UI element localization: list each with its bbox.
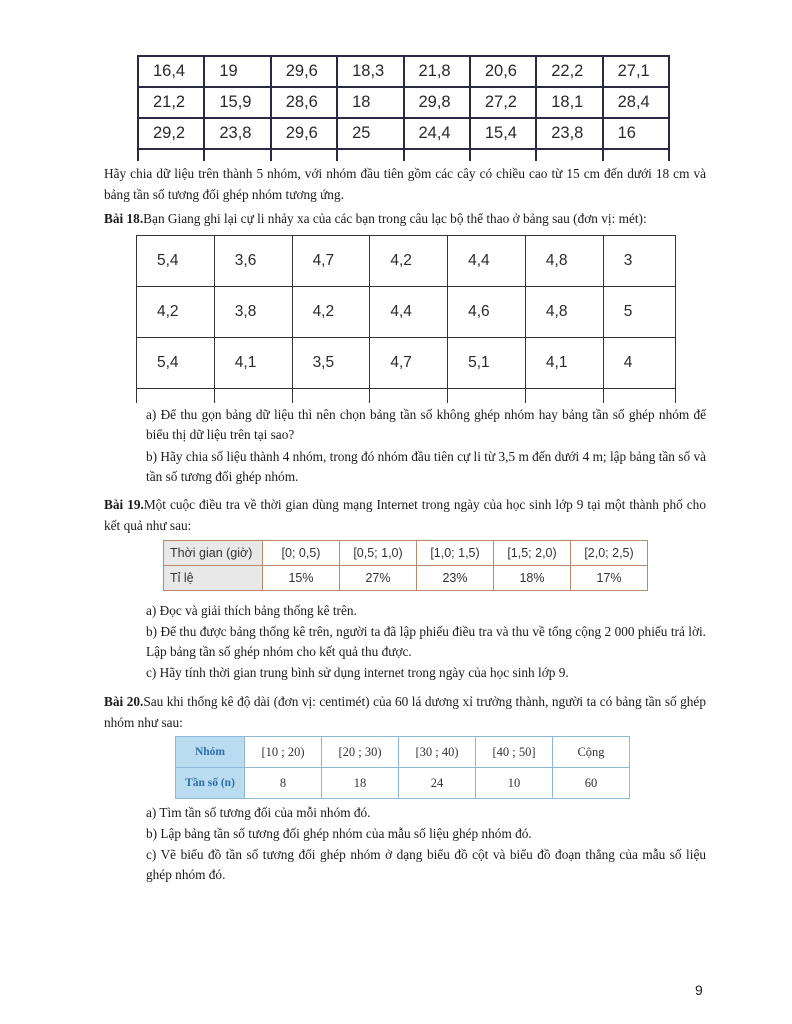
table-row <box>137 338 676 389</box>
bai19-question-b: b) Để thu được bảng thống kê trên, người ta đã lập phiếu điều tra và thu về tổng cộng 2 000 phiếu trả lời. Lập bảng tần số ghép nhóm cho kết quả thu được. <box>146 624 706 659</box>
table-cell <box>536 149 602 161</box>
table-cell: 18 <box>337 87 403 118</box>
header-cell: Cộng <box>553 737 630 768</box>
table-cell: 20,6 <box>470 56 536 87</box>
row-label-cell: Tần số (n) <box>176 768 245 799</box>
bai19-question-a: a) Đọc và giải thích bảng thống kê trên. <box>146 603 357 618</box>
table-cell: 3,8 <box>214 287 292 338</box>
header-cell-label: Thời gian (giờ) <box>164 541 263 566</box>
table-cell: 24,4 <box>404 118 470 149</box>
table-cell: 60 <box>553 768 630 799</box>
table-row-cut <box>137 389 676 404</box>
bai19-question-c: c) Hãy tính thời gian trung bình sử dụng internet trong ngày của học sinh lớp 9. <box>146 665 569 680</box>
table-cell: 24 <box>399 768 476 799</box>
table-cell: 28,4 <box>603 87 669 118</box>
table-cell: 29,6 <box>271 118 337 149</box>
table-cell: 5,4 <box>137 236 215 287</box>
table-cell: 29,6 <box>271 56 337 87</box>
long-jump-table <box>136 235 676 403</box>
table-cell: 4,4 <box>448 236 526 287</box>
bai20-text: Sau khi thống kê độ dài (đơn vị: centimét) của 60 lá dương xỉ trưởng thành, người ta có bảng tần số ghép nhóm như sau: <box>104 694 706 730</box>
table-row <box>138 118 669 149</box>
bai19-prompt <box>104 494 706 536</box>
table-cell <box>470 149 536 161</box>
table-cell: 25 <box>337 118 403 149</box>
table-cell <box>370 389 448 404</box>
bai20-question-a: a) Tìm tần số tương đối của mỗi nhóm đó. <box>146 805 371 820</box>
bai18-question-a: a) Để thu gọn bảng dữ liệu thì nên chọn bảng tần số không ghép nhóm hay bảng tần số ghép nhóm để biểu thị dữ liệu trên tại sao? <box>146 407 706 442</box>
table-cell: 27,1 <box>603 56 669 87</box>
table-row <box>138 56 669 87</box>
table-cell: 4,8 <box>525 236 603 287</box>
table-row <box>138 87 669 118</box>
table-cell: 4,8 <box>525 287 603 338</box>
table-cell <box>292 389 370 404</box>
table-cell <box>214 389 292 404</box>
table-cell: 18,1 <box>536 87 602 118</box>
bai19-text: Một cuộc điều tra về thời gian dùng mạng Internet trong ngày của học sinh lớp 9 tại một thành phố cho kết quả như sau: <box>104 497 706 533</box>
table-cell: 3,5 <box>292 338 370 389</box>
table-cell: 5,1 <box>448 338 526 389</box>
table-cell: 29,2 <box>138 118 204 149</box>
bai20-label: Bài 20. <box>104 694 144 709</box>
table-cell: 15,9 <box>204 87 270 118</box>
bai18-label: Bài 18. <box>104 211 144 226</box>
table-cell: 22,2 <box>536 56 602 87</box>
header-cell: [0; 0,5) <box>263 541 340 566</box>
table-cell: 4,4 <box>370 287 448 338</box>
table-cell: 27% <box>340 566 417 591</box>
table-cell: 16 <box>603 118 669 149</box>
table-cell <box>603 149 669 161</box>
bai20-question-c: c) Vẽ biểu đồ tần số tương đối ghép nhóm ở dạng biểu đồ cột và biểu đồ đoạn thẳng của mẫu số liệu ghép nhóm đó. <box>146 847 706 882</box>
table-cell <box>337 149 403 161</box>
bai20-prompt <box>104 691 706 733</box>
table-cell <box>137 389 215 404</box>
table-cell: 18,3 <box>337 56 403 87</box>
table-cell: 29,8 <box>404 87 470 118</box>
table-cell: 4,7 <box>292 236 370 287</box>
table-cell <box>525 389 603 404</box>
table-row <box>137 236 676 287</box>
table-cell: 27,2 <box>470 87 536 118</box>
table-cell <box>448 389 526 404</box>
row-label-cell: Tỉ lệ <box>164 566 263 591</box>
table-cell: 5 <box>603 287 675 338</box>
table-cell: 17% <box>571 566 648 591</box>
table-cell <box>404 149 470 161</box>
table-cell: 28,6 <box>271 87 337 118</box>
table-cell <box>271 149 337 161</box>
header-cell: [2,0; 2,5) <box>571 541 648 566</box>
table-cell <box>603 389 675 404</box>
page-number: 9 <box>695 982 703 998</box>
table-cell: 21,8 <box>404 56 470 87</box>
table-cell: 21,2 <box>138 87 204 118</box>
table-cell: 16,4 <box>138 56 204 87</box>
header-cell: [30 ; 40) <box>399 737 476 768</box>
bai18-text: Bạn Giang ghi lại cự li nhảy xa của các bạn trong câu lạc bộ thể thao ở bảng sau (đơn vị: mét): <box>143 211 647 226</box>
header-cell: [1,0; 1,5) <box>417 541 494 566</box>
table-cell <box>138 149 204 161</box>
table-cell: 4,1 <box>525 338 603 389</box>
table-cell: 18 <box>322 768 399 799</box>
table-row-cut <box>138 149 669 161</box>
table-cell: 23% <box>417 566 494 591</box>
bai20-question-b: b) Lập bảng tần số tương đối ghép nhóm của mẫu số liệu ghép nhóm đó. <box>146 826 532 841</box>
table-row <box>137 287 676 338</box>
instruction-paragraph: Hãy chia dữ liệu trên thành 5 nhóm, với nhóm đầu tiên gồm các cây có chiều cao từ 15 cm đến dưới 18 cm và bảng tần số tương đối ghép nhóm tương ứng. <box>104 166 706 202</box>
table-cell: 15,4 <box>470 118 536 149</box>
table-cell: 8 <box>245 768 322 799</box>
table-cell: 4,6 <box>448 287 526 338</box>
header-cell-label: Nhóm <box>176 737 245 768</box>
table-cell: 19 <box>204 56 270 87</box>
table-cell: 4,2 <box>292 287 370 338</box>
header-cell: [10 ; 20) <box>245 737 322 768</box>
header-cell: [40 ; 50] <box>476 737 553 768</box>
header-cell: [20 ; 30) <box>322 737 399 768</box>
table-cell: 5,4 <box>137 338 215 389</box>
height-data-table <box>137 55 670 161</box>
table-cell: 10 <box>476 768 553 799</box>
internet-time-table <box>163 540 648 591</box>
table-cell: 3 <box>603 236 675 287</box>
table-cell: 18% <box>494 566 571 591</box>
table-cell: 4,2 <box>370 236 448 287</box>
table-cell: 4 <box>603 338 675 389</box>
table-cell: 15% <box>263 566 340 591</box>
table-cell: 3,6 <box>214 236 292 287</box>
bai19-label: Bài 19. <box>104 497 144 512</box>
table-cell: 23,8 <box>204 118 270 149</box>
table-cell: 4,7 <box>370 338 448 389</box>
bai18-question-b: b) Hãy chia số liệu thành 4 nhóm, trong đó nhóm đầu tiên cự li từ 3,5 m đến dưới 4 m; lập bảng tần số và tần số tương đối ghép nhóm. <box>146 449 706 484</box>
table-cell <box>204 149 270 161</box>
fern-length-table <box>175 736 630 799</box>
table-cell: 4,1 <box>214 338 292 389</box>
bai18-prompt <box>104 208 706 229</box>
header-cell: [0,5; 1,0) <box>340 541 417 566</box>
table-cell: 23,8 <box>536 118 602 149</box>
table-cell: 4,2 <box>137 287 215 338</box>
header-cell: [1,5; 2,0) <box>494 541 571 566</box>
